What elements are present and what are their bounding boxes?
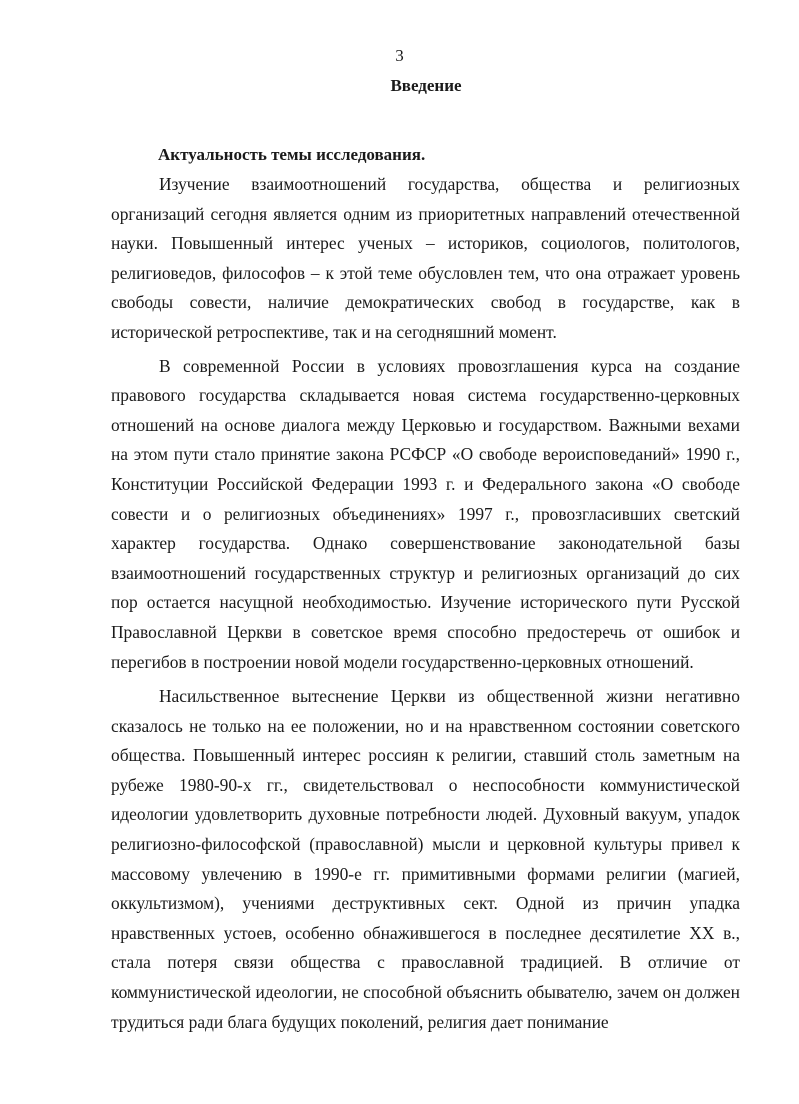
page-number: 3 [395,46,404,65]
subsection-heading: Актуальность темы исследования. [158,145,426,164]
section-heading: Введение [390,76,462,95]
body-text [111,170,740,1037]
paragraph-modern-russia: В современной России в условиях провозглашения курса на создание правового государства складывается новая система государственно-церковных отношений на основе диалога между Церковью и государством. Важными вехами на этом пути стало принятие закона РСФСР «О свободе вероисповеданий» 1990 г., Конституции Российской Федерации 1993 г. и Федерального закона «О свободе совести и о религиозных объединениях» 1997 г., провозгласивших светский характер государства. Однако совершенствование законодательной базы взаимоотношений государственных структур и религиозных организаций до сих пор остается насущной необходимостью. Изучение исторического пути Русской Православной Церкви в советское время способно предостеречь от ошибок и перегибов в построении новой модели государственно-церковных отношений. [111,355,740,672]
paragraph-church-displacement: Насильственное вытеснение Церкви из общественной жизни негативно сказалось не только на ее положении, но и на нравственном состоянии советского общества. Повышенный интерес россиян к религии, ставший столь заметным на рубеже 1980-90-х гг., свидетельствовал о неспособности коммунистической идеологии удовлетворить духовные потребности людей. Духовный вакуум, упадок религиозно-философской (православной) мысли и церковной культуры привел к массовому увлечению в 1990-е гг. примитивными формами религии (магией, оккультизмом), учениями деструктивных сект. Одной из причин упадка нравственных устоев, особенно обнажившегося в последнее десятилетие XX в., стала потеря связи общества с православной традицией. В отличие от коммунистической идеологии, не способной объяснить обывателю, зачем он должен трудиться ради блага будущих поколений, религия дает понимание [111,686,740,1032]
paragraph-relevance: Изучение взаимоотношений государства, общества и религиозных организаций сегодня является одним из приоритетных направлений отечественной науки. Повышенный интерес ученых – историков, социологов, политологов, религиоведов, философов – к этой теме обусловлен тем, что она отражает уровень свободы совести, наличие демократических свобод в государстве, как в исторической ретроспективе, так и на сегодняшний момент. [111,174,740,342]
